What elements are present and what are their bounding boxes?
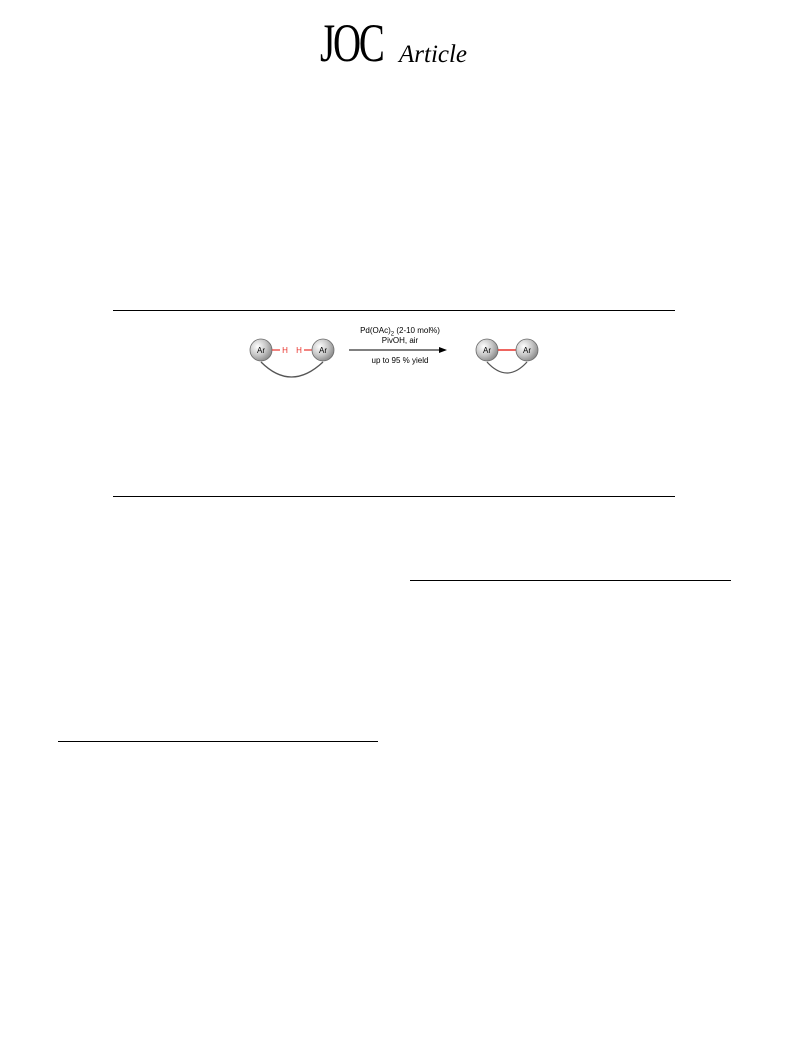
product-tether [487, 362, 527, 373]
reaction-scheme [245, 326, 545, 398]
right-column-rule [410, 580, 731, 581]
reagents-label: PivOH, air [381, 336, 419, 345]
yield-label: up to 95 % yield [371, 356, 429, 365]
reactant-tether [261, 362, 323, 377]
reactant-right-label: Ar [319, 346, 327, 355]
abstract-top-rule [113, 310, 675, 311]
reaction-arrowhead [439, 347, 447, 353]
catalyst-label: $Pd(OAc)_2$ (2-10 mol%) [360, 326, 440, 338]
reactant-left-h: H [282, 346, 288, 355]
left-column-rule [58, 741, 378, 742]
section-label: Article [399, 41, 468, 68]
journal-logo: JOC [320, 13, 383, 73]
reactant-left-label: Ar [257, 346, 265, 355]
product-right-label: Ar [523, 346, 531, 355]
abstract-bottom-rule [113, 496, 675, 497]
reactant-right-h: H [296, 346, 302, 355]
product-left-label: Ar [483, 346, 491, 355]
